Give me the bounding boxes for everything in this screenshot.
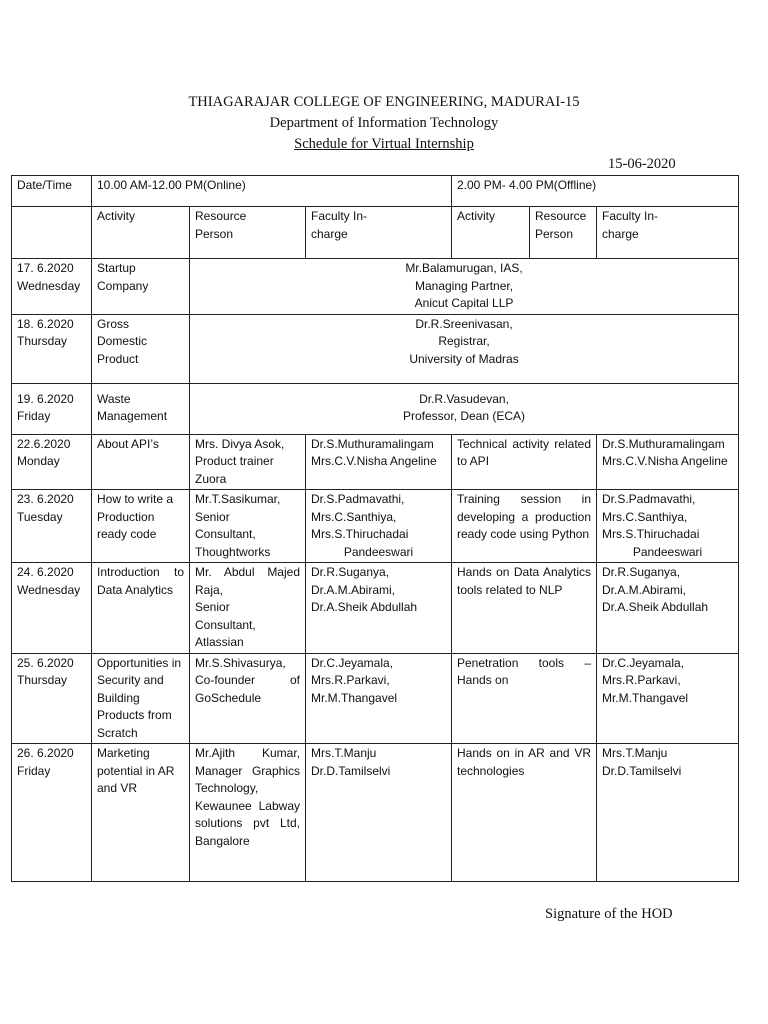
- date-time-header: Date/Time: [12, 176, 92, 207]
- faculty-cell: Dr.C.Jeyamala, Mrs.R.Parkavi, Mr.M.Thangavel: [306, 653, 452, 744]
- merged-speaker-cell: Mr.Balamurugan, IAS, Managing Partner, Anicut Capital LLP: [190, 259, 739, 315]
- faculty2-cell: Dr.S.Muthuramalingam Mrs.C.V.Nisha Angeline: [597, 434, 739, 490]
- header-row-sessions: [12, 176, 739, 207]
- merged-speaker-cell: Dr.R.Vasudevan, Professor, Dean (ECA): [190, 383, 739, 434]
- resource-person-cell: Mr.Ajith Kumar, Manager Graphics Technology, Kewaunee Labway solutions pvt Ltd, Bangalore: [190, 744, 306, 882]
- resource-person-cell: Mr. Abdul Majed Raja, Senior Consultant, Atlassian: [190, 563, 306, 654]
- table-row: [12, 563, 739, 654]
- faculty2-header: Faculty In- charge: [597, 207, 739, 259]
- session2-header: 2.00 PM- 4.00 PM(Offline): [452, 176, 739, 207]
- activity-header: Activity: [92, 207, 190, 259]
- schedule-table: [11, 175, 739, 882]
- table-row: [12, 490, 739, 563]
- activity-cell: How to write a Production ready code: [92, 490, 190, 563]
- table-row: [12, 653, 739, 744]
- activity2-header: Activity: [452, 207, 530, 259]
- date-cell: 18. 6.2020 Thursday: [12, 314, 92, 383]
- date-cell: 24. 6.2020 Wednesday: [12, 563, 92, 654]
- college-name: THIAGARAJAR COLLEGE OF ENGINEERING, MADURAI-15: [188, 94, 580, 110]
- resource-person-cell: Mr.T.Sasikumar, Senior Consultant, Thoughtworks: [190, 490, 306, 563]
- faculty-cell: Dr.R.Suganya, Dr.A.M.Abirami, Dr.A.Sheik Abdullah: [306, 563, 452, 654]
- activity2-cell: Hands on in AR and VR technologies: [452, 744, 597, 882]
- date-cell: 23. 6.2020 Tuesday: [12, 490, 92, 563]
- resource-person2-header: Resource Person: [530, 207, 597, 259]
- activity2-cell: Technical activity related to API: [452, 434, 597, 490]
- date-cell: 25. 6.2020 Thursday: [12, 653, 92, 744]
- table-row: [12, 314, 739, 383]
- activity-cell: Gross Domestic Product: [92, 314, 190, 383]
- faculty2-cell: Dr.C.Jeyamala, Mrs.R.Parkavi, Mr.M.Thangavel: [597, 653, 739, 744]
- department-name: Department of Information Technology: [269, 115, 499, 131]
- activity2-cell: Penetration tools – Hands on: [452, 653, 597, 744]
- activity-cell: Waste Management: [92, 383, 190, 434]
- activity-cell: Startup Company: [92, 259, 190, 315]
- date-cell: 19. 6.2020 Friday: [12, 383, 92, 434]
- faculty-cell: Mrs.T.Manju Dr.D.Tamilselvi: [306, 744, 452, 882]
- resource-person-cell: Mr.S.Shivasurya, Co-founder of GoSchedule: [190, 653, 306, 744]
- merged-speaker-cell: Dr.R.Sreenivasan, Registrar, University of Madras: [190, 314, 739, 383]
- empty-header-cell: [12, 207, 92, 259]
- faculty2-cell: Mrs.T.Manju Dr.D.Tamilselvi: [597, 744, 739, 882]
- faculty2-cell: Dr.S.Padmavathi, Mrs.C.Santhiya, Mrs.S.Thiruchadai Pandeeswari: [597, 490, 739, 563]
- date-cell: 22.6.2020 Monday: [12, 434, 92, 490]
- activity-cell: Introduction to Data Analytics: [92, 563, 190, 654]
- faculty-cell: Dr.S.Padmavathi, Mrs.C.Santhiya, Mrs.S.Thiruchadai Pandeeswari: [306, 490, 452, 563]
- faculty-cell: Dr.S.Muthuramalingam Mrs.C.V.Nisha Angeline: [306, 434, 452, 490]
- table-row: [12, 259, 739, 315]
- faculty2-cell: Dr.R.Suganya, Dr.A.M.Abirami, Dr.A.Sheik Abdullah: [597, 563, 739, 654]
- activity2-cell: Training session in developing a production ready code using Python: [452, 490, 597, 563]
- resource-person-cell: Mrs. Divya Asok, Product trainer Zuora: [190, 434, 306, 490]
- table-row: [12, 383, 739, 434]
- header-row-columns: [12, 207, 739, 259]
- schedule-title: Schedule for Virtual Internship: [294, 136, 474, 152]
- session1-header: 10.00 AM-12.00 PM(Online): [92, 176, 452, 207]
- activity-cell: Opportunities in Security and Building Products from Scratch: [92, 653, 190, 744]
- activity-cell: About API’s: [92, 434, 190, 490]
- hod-signature-label: Signature of the HOD: [545, 906, 673, 922]
- table-row: [12, 744, 739, 882]
- resource-person-header: Resource Person: [190, 207, 306, 259]
- date-cell: 17. 6.2020 Wednesday: [12, 259, 92, 315]
- activity2-cell: Hands on Data Analytics tools related to NLP: [452, 563, 597, 654]
- faculty-header: Faculty In- charge: [306, 207, 452, 259]
- activity-cell: Marketing potential in AR and VR: [92, 744, 190, 882]
- table-row: [12, 434, 739, 490]
- date-cell: 26. 6.2020 Friday: [12, 744, 92, 882]
- document-date: 15-06-2020: [608, 156, 676, 172]
